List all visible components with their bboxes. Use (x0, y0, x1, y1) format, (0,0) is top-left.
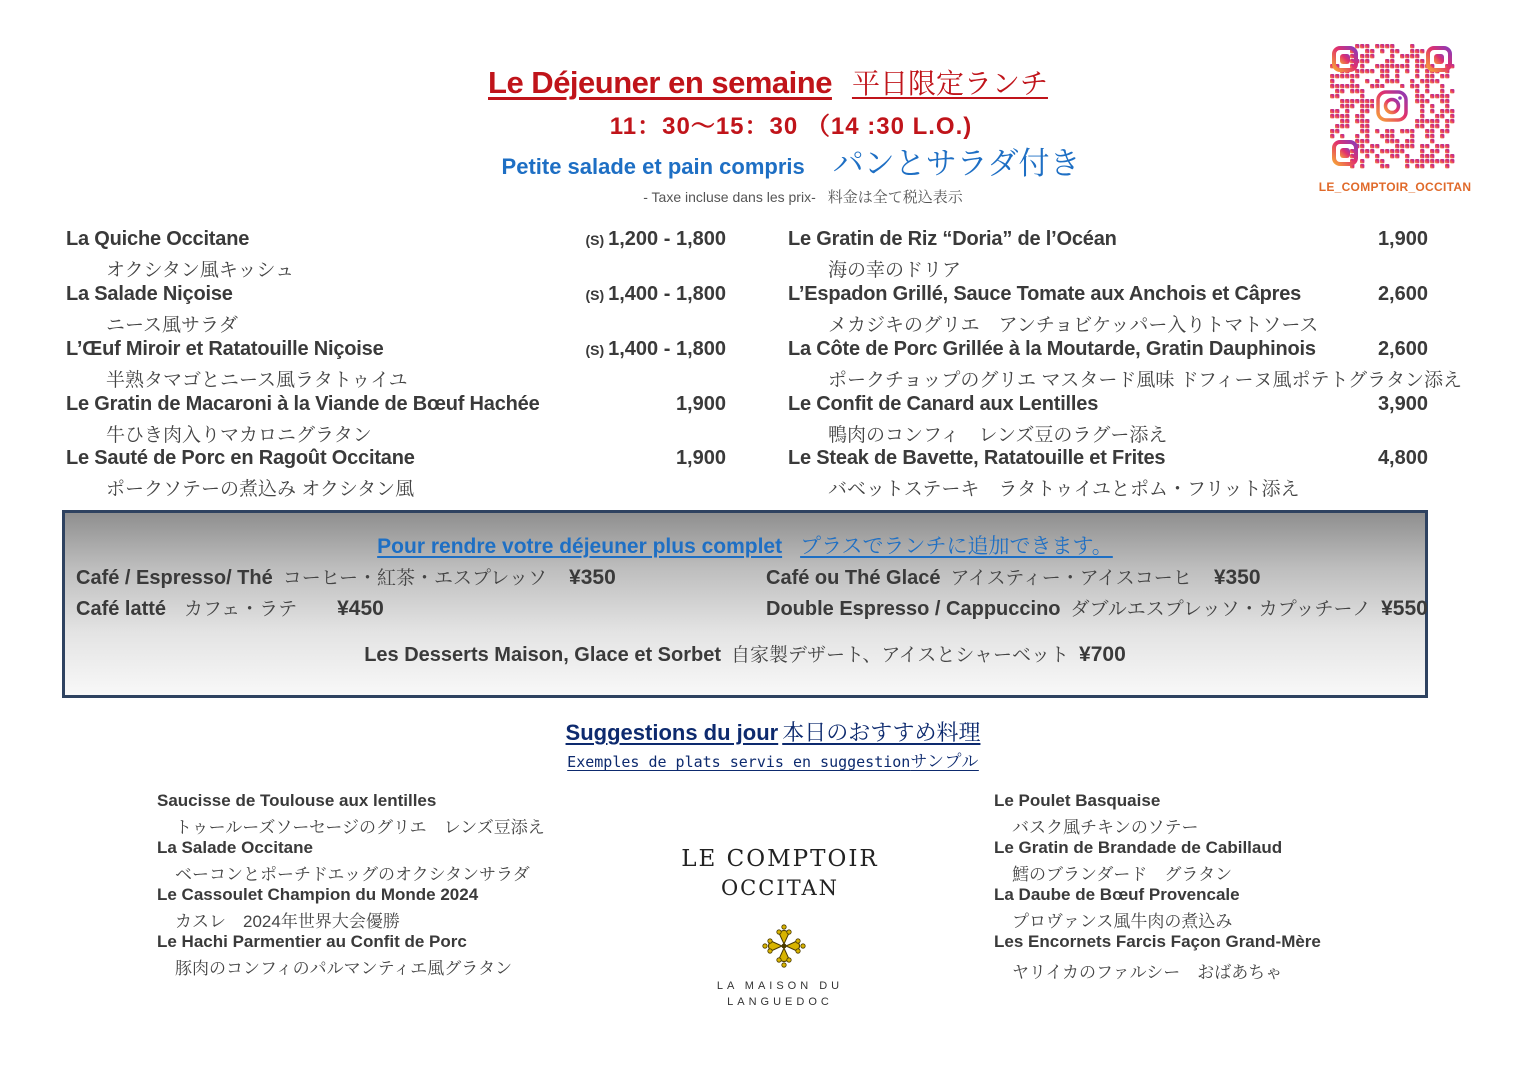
drink-name-jp: ダブルエスプレッソ・カプッチーノ (1070, 599, 1372, 620)
price-value: 1,400 - 1,800 (608, 283, 726, 305)
included-note (0, 138, 1536, 183)
drink-price: ¥550 (1381, 597, 1428, 620)
suggestion-name-jp: トゥールーズソーセージのグリエ レンズ豆添え (175, 818, 545, 837)
dish-price: 2,600 (1377, 338, 1428, 360)
dish-name: Le Confit de Canard aux Lentilles (788, 393, 1099, 415)
drink-name: Café ou Thé Glacé (766, 567, 941, 589)
suggestion-name-jp: ベーコンとポーチドエッグのオクシタンサラダ (175, 865, 530, 884)
dessert-name: Les Desserts Maison, Glace et Sorbet (364, 644, 722, 666)
dish-name-jp: 海の幸のドリア (828, 260, 962, 281)
suggestion-name: La Daube de Bœuf Provencale (994, 885, 1240, 904)
drink-price: ¥350 (1213, 566, 1261, 589)
included-jp: パンとサラダ付き (832, 146, 1081, 181)
dish-price (585, 283, 726, 306)
price-value: 1,400 - 1,800 (608, 338, 726, 360)
drink-price: ¥450 (337, 597, 384, 620)
dish-name: Le Gratin de Riz “Doria” de l’Océan (788, 228, 1117, 250)
dessert-price: ¥700 (1079, 643, 1126, 666)
dish-name: L’Œuf Miroir et Ratatouille Niçoise (66, 338, 384, 360)
dish-name-jp: バベットステーキ ラタトゥイユとポム・フリット添え (828, 479, 1300, 500)
dish-price (672, 393, 726, 416)
extra-drink-row (76, 563, 616, 590)
suggestion-item (994, 885, 1240, 932)
drink-name-jp: カフェ・ラテ (184, 599, 298, 620)
price-value: 1,900 (675, 447, 726, 469)
dish-name-jp: ポークソテーの煮込み オクシタン風 (106, 479, 415, 500)
dish-price: 1,900 (1377, 228, 1428, 250)
suggestion-item (157, 791, 545, 838)
dish-name: Le Gratin de Macaroni à la Viande de Bœuf Hachée (66, 393, 540, 415)
dish-name: La Salade Niçoise (66, 283, 233, 305)
drink-name-jp: コーヒー・紅茶・エスプレッソ (282, 568, 548, 589)
suggestion-name: Le Hachi Parmentier au Confit de Porc (157, 932, 467, 951)
suggestion-item (994, 791, 1199, 838)
suggestion-name: Le Poulet Basquaise (994, 791, 1161, 810)
price-value: 1,200 - 1,800 (608, 228, 726, 250)
suggestion-name: La Salade Occitane (157, 838, 313, 857)
drink-price: ¥350 (569, 566, 616, 589)
drink-name-jp: アイスティー・アイスコーヒ (950, 568, 1192, 589)
drink-name: Double Espresso / Cappuccino (766, 598, 1061, 620)
dish-name-jp: メカジキのグリエ アンチョビケッパー入りトマトソース (828, 315, 1319, 336)
extras-title-fr: Pour rendre votre déjeuner plus complet (377, 535, 783, 558)
dish-name-jp: 鴨肉のコンフィ レンズ豆のラグー添え (828, 425, 1168, 446)
suggestion-name-jp: カスレ 2024年世界大会優勝 (175, 912, 400, 931)
dish-name: Le Steak de Bavette, Ratatouille et Frites (788, 447, 1166, 469)
suggestion-item (157, 885, 478, 932)
suggestion-name-jp: ヤリイカのファルシー おばあちゃ (1012, 963, 1283, 982)
suggestions-sub-fr: Exemples de plats servis en suggestion (567, 753, 911, 771)
dish-price: 3,900 (1377, 393, 1428, 415)
extra-drink-row (766, 594, 1428, 621)
suggestions-title (0, 716, 1536, 747)
dish-price (585, 338, 726, 361)
dish-name: Le Sauté de Porc en Ragoût Occitane (66, 447, 415, 469)
extras-title (0, 530, 1490, 560)
suggestion-name: Saucisse de Toulouse aux lentilles (157, 791, 437, 810)
dish-price (672, 447, 726, 470)
extras-title-jp: プラスでランチに追加できます。 (800, 535, 1113, 558)
suggestions-title-fr: Suggestions du jour (565, 720, 779, 745)
dish-name-jp: ニース風サラダ (106, 315, 238, 336)
suggestion-name: Les Encornets Farcis Façon Grand-Mère (994, 932, 1321, 951)
menu-title (0, 62, 1536, 102)
dish-name-jp: 半熟タマゴとニース風ラタトゥイユ (106, 370, 408, 391)
tax-jp: 料金は全て税込表示 (827, 189, 963, 206)
dish-price (585, 228, 726, 251)
dish-name: La Quiche Occitane (66, 228, 250, 250)
suggestion-name-jp: プロヴァンス風牛肉の煮込み (1012, 912, 1233, 931)
service-hours: 11：30～15：30 （14 :30 L.O.) (609, 113, 973, 140)
dish-name-jp: 牛ひき肉入りマカロニグラタン (106, 425, 372, 446)
suggestion-item (994, 838, 1282, 885)
extra-drink-row (76, 594, 384, 621)
drink-name: Café / Espresso/ Thé (76, 567, 273, 589)
suggestions-subtitle (0, 747, 1536, 772)
suggestion-name-jp: バスク風チキンのソテー (1012, 818, 1199, 837)
instagram-qr-icon[interactable] (1318, 32, 1466, 180)
dish-price: 2,600 (1377, 283, 1428, 305)
occitan-cross-icon (757, 919, 811, 973)
suggestion-name: Le Gratin de Brandade de Cabillaud (994, 838, 1283, 857)
dish-name-jp: オクシタン風キッシュ (106, 260, 295, 281)
dish-name-jp: ポークチョップのグリエ マスタード風味 ドフィーヌ風ポテトグラタン添え (828, 370, 1462, 391)
suggestion-name-jp: 豚肉のコンフィのパルマンティエ風グラタン (175, 959, 513, 978)
size-label: (S) (585, 232, 605, 248)
suggestions-sub-jp: サンプル (910, 752, 979, 771)
instagram-handle[interactable]: LE_COMPTOIR_OCCITAN (1318, 180, 1472, 194)
price-value: 1,900 (675, 393, 726, 415)
logo-line-2: OCCITAN (720, 876, 840, 900)
extra-dessert-row (0, 640, 1490, 667)
dessert-name-jp: 自家製デザート、アイスとシャーベット (731, 645, 1070, 666)
size-label: (S) (585, 342, 605, 358)
extra-drink-row (766, 563, 1261, 590)
included-fr: Petite salade et pain compris (501, 154, 805, 179)
dish-price: 4,800 (1377, 447, 1428, 469)
tax-fr: - Taxe incluse dans les prix- (643, 189, 816, 205)
suggestion-name-jp: 鱈のブランダード グラタン (1012, 865, 1233, 884)
drink-name: Café latté (76, 598, 167, 620)
dish-name: La Côte de Porc Grillée à la Moutarde, Gratin Dauphinois (788, 338, 1316, 360)
suggestion-item (157, 838, 530, 885)
size-label: (S) (585, 287, 605, 303)
suggestion-name: Le Cassoulet Champion du Monde 2024 (157, 885, 479, 904)
logo-line-4: LANGUEDOC (727, 996, 833, 1008)
logo-line-3: LA MAISON DU (716, 980, 844, 992)
dish-name: L’Espadon Grillé, Sauce Tomate aux Anchois et Câpres (788, 283, 1302, 305)
title-fr: Le Déjeuner en semaine (488, 65, 832, 100)
title-jp: 平日限定ランチ (851, 68, 1048, 99)
suggestion-item (157, 932, 512, 979)
suggestion-item (994, 932, 1321, 983)
logo-line-1: LE COMPTOIR (681, 846, 879, 872)
suggestions-title-jp: 本日のおすすめ料理 (782, 720, 981, 745)
